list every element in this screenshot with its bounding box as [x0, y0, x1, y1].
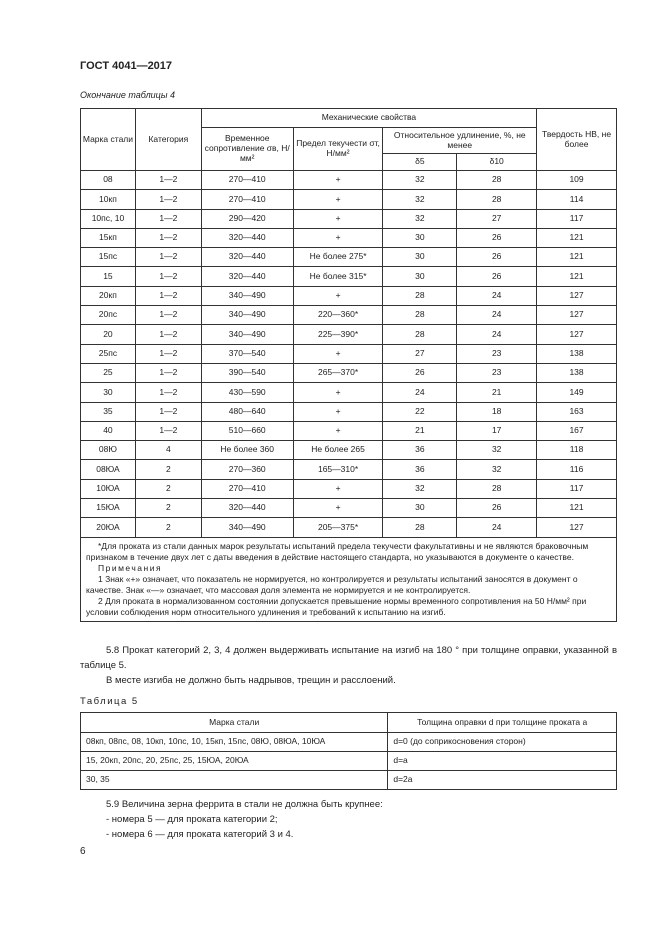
table-cell: Не более 275* [293, 248, 383, 267]
table-cell: d=0 (до соприкосновения сторон) [388, 733, 617, 752]
table-cell: 30, 35 [81, 771, 388, 790]
head-tensile: Временное сопротивление σв, Н/мм² [201, 128, 293, 171]
table-cell: 1—2 [135, 267, 201, 286]
table-cell: 08 [81, 171, 136, 190]
table-cell: 320—440 [201, 248, 293, 267]
table-cell: 28 [457, 190, 537, 209]
table-cell: 23 [457, 344, 537, 363]
table-cell: 24 [457, 325, 537, 344]
table-cell: 40 [81, 421, 136, 440]
table-cell: 18 [457, 402, 537, 421]
table-cell: 121 [537, 248, 617, 267]
table-cell: 28 [383, 518, 457, 537]
table5-caption: Таблица 5 [80, 696, 139, 707]
table-cell: 205—375* [293, 518, 383, 537]
table-row [81, 441, 617, 460]
table-row [81, 383, 617, 402]
table-cell: 32 [383, 190, 457, 209]
t5-head-grade: Марка стали [81, 713, 388, 733]
para-5-9-item-2: - номера 6 — для проката категорий 3 и 4. [106, 829, 294, 840]
table-cell: 24 [457, 518, 537, 537]
table-cell: 20кп [81, 286, 136, 305]
table-cell: 30 [383, 499, 457, 518]
note-1: 1 Знак «+» означает, что показатель не нормируется, но контролируется и результаты испытаний заносятся в документ о качестве. Знак «—» означает, что массовая доля элемента не нормируется и не контролируется. [86, 573, 578, 595]
table-cell: Не более 265 [293, 441, 383, 460]
table-cell: + [293, 171, 383, 190]
table-cell: 20ЮА [81, 518, 136, 537]
table-cell: 24 [457, 306, 537, 325]
table-cell: 167 [537, 421, 617, 440]
table-cell: 30 [383, 248, 457, 267]
table4-notes [81, 537, 617, 621]
table-cell: 30 [383, 267, 457, 286]
table-cell: 220—360* [293, 306, 383, 325]
table-cell: 118 [537, 441, 617, 460]
table-cell: 15пс [81, 248, 136, 267]
table-cell: 2 [135, 460, 201, 479]
table-cell: 10ЮА [81, 479, 136, 498]
table-cell: 270—410 [201, 479, 293, 498]
table-cell: 26 [457, 499, 537, 518]
table-cell: 28 [457, 171, 537, 190]
table-row [81, 344, 617, 363]
table-cell: 265—370* [293, 363, 383, 382]
table-cell: 117 [537, 209, 617, 228]
table-cell: 26 [457, 267, 537, 286]
table-cell: 30 [81, 383, 136, 402]
table-cell: 08кп, 08пс, 08, 10кп, 10пс, 10, 15кп, 15пс, 08Ю, 08ЮА, 10ЮА [81, 733, 388, 752]
table-cell: 20пс [81, 306, 136, 325]
table-cell: 32 [383, 479, 457, 498]
table-cell: 4 [135, 441, 201, 460]
table-cell: 27 [457, 209, 537, 228]
table-cell: 270—410 [201, 171, 293, 190]
table-cell: 138 [537, 344, 617, 363]
table-cell: 1—2 [135, 286, 201, 305]
table-cell: 320—440 [201, 499, 293, 518]
table-cell: 340—490 [201, 306, 293, 325]
table-cell: 27 [383, 344, 457, 363]
table-cell: 121 [537, 499, 617, 518]
table-row [81, 267, 617, 286]
table-row [81, 402, 617, 421]
table-cell: 32 [383, 209, 457, 228]
table-cell: d=a [388, 752, 617, 771]
table-cell: 25пс [81, 344, 136, 363]
notes-title: Примечания [98, 562, 163, 573]
table-row [81, 171, 617, 190]
table-row [81, 479, 617, 498]
table-cell: 163 [537, 402, 617, 421]
table-cell: 32 [457, 441, 537, 460]
table-cell: 127 [537, 518, 617, 537]
table-cell: 109 [537, 171, 617, 190]
table-cell: 26 [383, 363, 457, 382]
table-cell: 08Ю [81, 441, 136, 460]
table-cell: 25 [81, 363, 136, 382]
table-cell: + [293, 421, 383, 440]
head-grade: Марка стали [81, 109, 136, 171]
table-cell: 340—490 [201, 286, 293, 305]
table-cell: 480—640 [201, 402, 293, 421]
head-mech: Механические свойства [201, 109, 536, 128]
head-d5: δ5 [383, 154, 457, 171]
table-row [81, 286, 617, 305]
table-cell: 510—660 [201, 421, 293, 440]
para-5-8-b: В месте изгиба не должно быть надрывов, трещин и расслоений. [106, 675, 396, 686]
table-cell: 320—440 [201, 228, 293, 247]
table-cell: 1—2 [135, 325, 201, 344]
table-cell: + [293, 344, 383, 363]
table-cell: 36 [383, 441, 457, 460]
table-cell: 1—2 [135, 248, 201, 267]
table-cell: 1—2 [135, 421, 201, 440]
table-cell: 24 [383, 383, 457, 402]
table-row [81, 325, 617, 344]
table-cell: + [293, 286, 383, 305]
table-row [81, 190, 617, 209]
para-5-8: 5.8 Прокат категорий 2, 3, 4 должен выдерживать испытание на изгиб на 180 ° при толщине оправки, указанной в таблице 5. [80, 645, 617, 671]
page-number: 6 [80, 846, 86, 857]
table-cell: 1—2 [135, 209, 201, 228]
footnote: *Для проката из стали данных марок результаты испытаний предела текучести факультативны и не являются браковочным признаком в течение двух лет с даты введения в действие настоящего стандарта, но указываются в документе о качестве. [86, 540, 589, 562]
table-cell: 26 [457, 228, 537, 247]
table-cell: 15кп [81, 228, 136, 247]
t5-head-thickness: Толщина оправки d при толщине проката a [388, 713, 617, 733]
table-cell: 149 [537, 383, 617, 402]
table-cell: + [293, 499, 383, 518]
table-cell: 32 [383, 171, 457, 190]
table-cell: 340—490 [201, 325, 293, 344]
table-cell: 28 [457, 479, 537, 498]
table-cell: 270—410 [201, 190, 293, 209]
table-cell: 114 [537, 190, 617, 209]
table-row [81, 421, 617, 440]
table-cell: 10кп [81, 190, 136, 209]
table-cell: 28 [383, 286, 457, 305]
para-5-9: 5.9 Величина зерна феррита в стали не должна быть крупнее: [106, 799, 383, 810]
table-cell: 121 [537, 228, 617, 247]
table-cell: 2 [135, 518, 201, 537]
table-cell: + [293, 209, 383, 228]
table-cell: 2 [135, 499, 201, 518]
table-cell: + [293, 228, 383, 247]
section-5-9 [80, 797, 617, 842]
table-row [81, 209, 617, 228]
table-cell: 36 [383, 460, 457, 479]
table-cell: 320—440 [201, 267, 293, 286]
table-cell: 1—2 [135, 228, 201, 247]
table-cell: 270—360 [201, 460, 293, 479]
table-cell: 1—2 [135, 171, 201, 190]
table-cell: 1—2 [135, 402, 201, 421]
table-cell: 32 [457, 460, 537, 479]
table-cell: 1—2 [135, 383, 201, 402]
table-cell: 24 [457, 286, 537, 305]
table-cell: 28 [383, 325, 457, 344]
table-row [81, 499, 617, 518]
table-cell: Не более 360 [201, 441, 293, 460]
table-cell: 340—490 [201, 518, 293, 537]
head-hardness: Твердость НВ, не более [537, 109, 617, 171]
table-4 [80, 108, 617, 622]
table-cell: + [293, 190, 383, 209]
table-row [81, 733, 617, 752]
table-cell: 390—540 [201, 363, 293, 382]
table-cell: 15 [81, 267, 136, 286]
table-cell: 127 [537, 286, 617, 305]
table-cell: 127 [537, 306, 617, 325]
table-cell: 225—390* [293, 325, 383, 344]
table-cell: 08ЮА [81, 460, 136, 479]
table-cell: 1—2 [135, 306, 201, 325]
table-cell: + [293, 402, 383, 421]
table-cell: 20 [81, 325, 136, 344]
table-cell: 1—2 [135, 363, 201, 382]
table-cell: d=2a [388, 771, 617, 790]
table-cell: 22 [383, 402, 457, 421]
table-cell: 138 [537, 363, 617, 382]
table-cell: 127 [537, 325, 617, 344]
table-cell: 10пс, 10 [81, 209, 136, 228]
table-cell: 35 [81, 402, 136, 421]
table-row [81, 363, 617, 382]
table-cell: 21 [383, 421, 457, 440]
table-row [81, 752, 617, 771]
table-cell: 165—310* [293, 460, 383, 479]
table-row [81, 248, 617, 267]
table-cell: 290—420 [201, 209, 293, 228]
document-header: ГОСТ 4041—2017 [80, 60, 173, 72]
table-cell: + [293, 479, 383, 498]
table-cell: 23 [457, 363, 537, 382]
table-cell: 1—2 [135, 344, 201, 363]
head-category: Категория [135, 109, 201, 171]
table-cell: 430—590 [201, 383, 293, 402]
head-elong: Относительное удлинение, %, не менее [383, 128, 537, 154]
table-cell: 121 [537, 267, 617, 286]
table-cell: 17 [457, 421, 537, 440]
table-row [81, 306, 617, 325]
head-yield: Предел текучести σт, Н/мм² [293, 128, 383, 171]
table-cell: 370—540 [201, 344, 293, 363]
table-cell: 2 [135, 479, 201, 498]
table4-caption: Окончание таблицы 4 [80, 90, 175, 100]
table-row [81, 228, 617, 247]
para-5-9-item-1: - номера 5 — для проката категории 2; [106, 814, 278, 825]
table-cell: 30 [383, 228, 457, 247]
section-5-8 [80, 643, 617, 688]
table-cell: + [293, 383, 383, 402]
head-d10: δ10 [457, 154, 537, 171]
table-cell: Не более 315* [293, 267, 383, 286]
table-cell: 15ЮА [81, 499, 136, 518]
table-row [81, 518, 617, 537]
note-2: 2 Для проката в нормализованном состоянии допускается превышение нормы временного сопротивления на 50 Н/мм² при условии соблюдения норм относительного удлинения и требований к испытанию на изгиб. [86, 595, 587, 617]
table-cell: 28 [383, 306, 457, 325]
table-cell: 26 [457, 248, 537, 267]
table-cell: 117 [537, 479, 617, 498]
table-cell: 116 [537, 460, 617, 479]
table-row [81, 771, 617, 790]
table-5 [80, 712, 617, 790]
table-row [81, 460, 617, 479]
table-cell: 1—2 [135, 190, 201, 209]
table-cell: 21 [457, 383, 537, 402]
table-cell: 15, 20кп, 20пс, 20, 25пс, 25, 15ЮА, 20ЮА [81, 752, 388, 771]
